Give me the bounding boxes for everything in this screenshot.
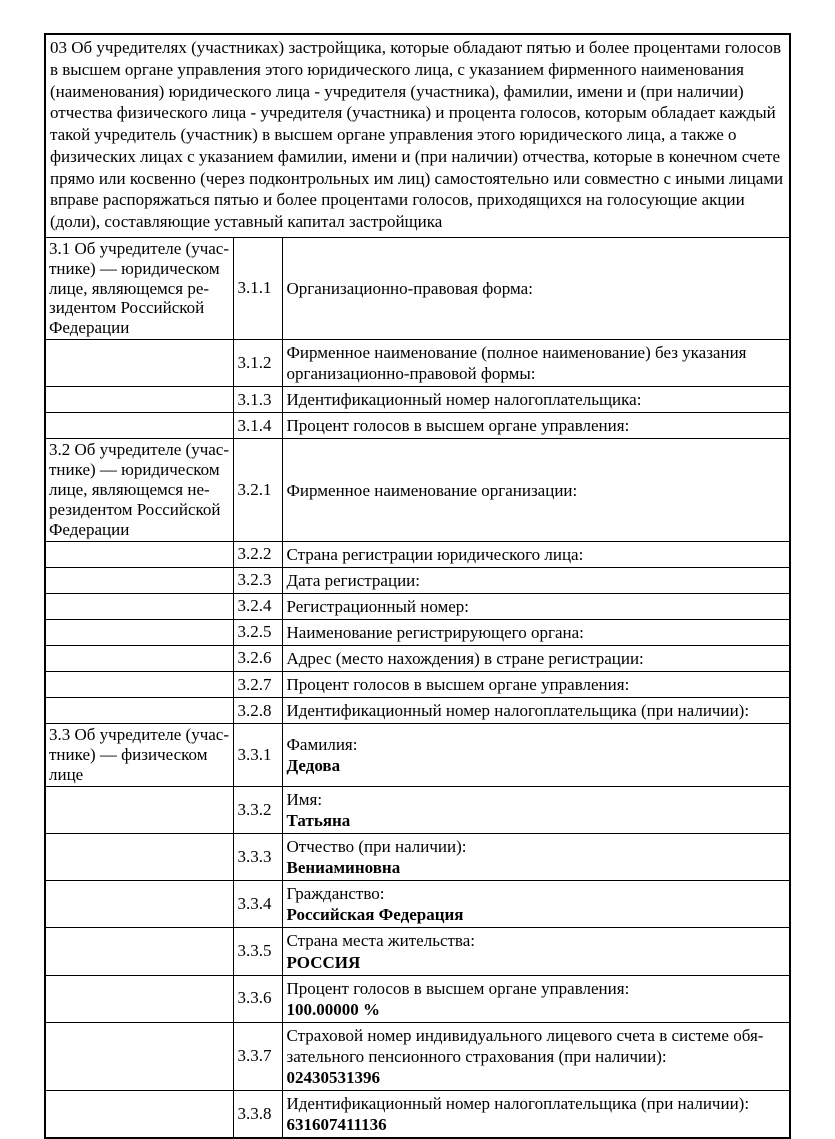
table-row [45, 834, 790, 881]
row-number: 3.2.5 [233, 620, 282, 646]
row-content-cell [282, 541, 790, 567]
row-number: 3.2.8 [233, 698, 282, 724]
section-empty-cell [45, 975, 233, 1022]
row-label: Гражданство: [286, 884, 385, 904]
section-03-header-text: 03 Об учредителях (участниках) застройщика, которые обладают пятью и более процентами голосов в высшем органе управления этого юридического лица, с указанием фирменного наименования (наименования) юридического лица - учредителя (участника), фамилии, имени и (при наличии) отчества физического лица - учредителя (участника) и процента голосов, которым обладает каждый такой учредитель (участник) в высшем органе управления этого юридического лица, а также о физических лицах с указанием фамилии, имени и (при наличии) отчества, которые в конечном счете прямо или косвенно (через подконтрольных им лиц) самостоятельно или совместно с иными лицами вправе распоряжаться пятью и более процентами голосов, приходящихся на голосующие акции (доли), составляющие уставный капитал застройщика [45, 34, 790, 237]
row-label: Процент голосов в высшем органе управления: [286, 416, 630, 436]
row-number: 3.1.1 [233, 237, 282, 339]
section-empty-cell [45, 1022, 233, 1090]
row-content-cell [282, 1091, 790, 1139]
section-empty-cell [45, 541, 233, 567]
section-empty-cell [45, 1091, 233, 1139]
row-number: 3.2.4 [233, 593, 282, 619]
section-empty-cell [45, 593, 233, 619]
row-label: Фирменное наименование (полное наименование) без указания организационно-правовой формы: [286, 343, 747, 384]
section-empty-cell [45, 928, 233, 975]
table-row [45, 1091, 790, 1139]
table-row [45, 413, 790, 439]
row-content-cell [282, 387, 790, 413]
row-content-cell [282, 834, 790, 881]
row-value: РОССИЯ [286, 952, 361, 972]
row-label: Фирменное наименование организации: [286, 480, 578, 500]
table-row [45, 541, 790, 567]
row-content-cell [282, 413, 790, 439]
row-number: 3.3.7 [233, 1022, 282, 1090]
section-empty-cell [45, 786, 233, 833]
section-empty-cell [45, 567, 233, 593]
table-row [45, 567, 790, 593]
row-label: Имя: [286, 789, 323, 809]
row-content-cell [282, 237, 790, 339]
row-content-cell [282, 439, 790, 541]
table-row [45, 646, 790, 672]
row-content-cell [282, 786, 790, 833]
section-empty-cell [45, 881, 233, 928]
row-content-cell [282, 620, 790, 646]
row-label: Фамилия: [286, 735, 358, 755]
table-row [45, 724, 790, 787]
section-empty-cell [45, 646, 233, 672]
row-value: Татьяна [286, 811, 351, 831]
table-row [45, 786, 790, 833]
row-value: 02430531396 [286, 1067, 380, 1087]
table-row [45, 881, 790, 928]
row-value: Российская Федерация [286, 905, 464, 925]
row-label: Организационно-правовая форма: [286, 278, 533, 298]
row-label: Процент голосов в высшем органе управления: [286, 978, 630, 998]
row-number: 3.3.4 [233, 881, 282, 928]
row-label: Идентификационный номер налогоплательщика (при наличии): [286, 701, 750, 721]
table-header-row [45, 34, 790, 237]
table-row [45, 387, 790, 413]
row-number: 3.2.6 [233, 646, 282, 672]
row-label: Страховой номер индивидуального лицевого счета в системе обязательного пенсионного страхования (при наличии): [286, 1025, 764, 1066]
table-row [45, 593, 790, 619]
row-label: Дата регистрации: [286, 570, 420, 590]
row-number: 3.3.1 [233, 724, 282, 787]
row-number: 3.2.7 [233, 672, 282, 698]
table-row [45, 975, 790, 1022]
row-content-cell [282, 646, 790, 672]
section-title-cell: 3.1 Об учредителе (участнике) — юридическом лице, являющемся резидентом Российской Федерации [45, 237, 233, 339]
row-number: 3.1.2 [233, 340, 282, 387]
row-number: 3.3.5 [233, 928, 282, 975]
section-empty-cell [45, 834, 233, 881]
table-row [45, 439, 790, 541]
row-number: 3.2.1 [233, 439, 282, 541]
section-empty-cell [45, 698, 233, 724]
row-value: 100.00000 % [286, 999, 380, 1019]
row-label: Идентификационный номер налогоплательщика (при наличии): [286, 1094, 750, 1113]
section-title-cell: 3.3 Об учредителе (участнике) — физическом лице [45, 724, 233, 787]
row-number: 3.1.4 [233, 413, 282, 439]
row-content-cell [282, 724, 790, 787]
table-row [45, 928, 790, 975]
section-empty-cell [45, 672, 233, 698]
table-row [45, 620, 790, 646]
row-number: 3.3.2 [233, 786, 282, 833]
row-number: 3.3.8 [233, 1091, 282, 1139]
row-label: Адрес (место нахождения) в стране регистрации: [286, 649, 644, 669]
row-label: Регистрационный номер: [286, 596, 470, 616]
row-content-cell [282, 593, 790, 619]
row-value: 631607411136 [286, 1115, 387, 1135]
row-value: Вениаминовна [286, 858, 401, 878]
section-empty-cell [45, 340, 233, 387]
row-content-cell [282, 881, 790, 928]
section-empty-cell [45, 620, 233, 646]
row-label: Отчество (при наличии): [286, 837, 467, 857]
row-content-cell [282, 1022, 790, 1090]
row-content-cell [282, 340, 790, 387]
row-content-cell [282, 567, 790, 593]
row-content-cell [282, 975, 790, 1022]
row-content-cell [282, 698, 790, 724]
section-title-cell: 3.2 Об учредителе (участнике) — юридическом лице, являющемся нерезидентом Российской Федерации [45, 439, 233, 541]
table-row [45, 698, 790, 724]
row-label: Страна регистрации юридического лица: [286, 544, 584, 564]
row-label: Страна места жительства: [286, 931, 475, 951]
row-value: Дедова [286, 756, 341, 776]
row-number: 3.3.6 [233, 975, 282, 1022]
row-number: 3.2.2 [233, 541, 282, 567]
row-number: 3.3.3 [233, 834, 282, 881]
row-label: Наименование регистрирующего органа: [286, 623, 584, 643]
table-row [45, 340, 790, 387]
row-label: Идентификационный номер налогоплательщика: [286, 390, 642, 410]
row-label: Процент голосов в высшем органе управления: [286, 675, 630, 695]
table-row [45, 237, 790, 339]
row-content-cell [282, 672, 790, 698]
section-empty-cell [45, 413, 233, 439]
founders-table [44, 33, 791, 1139]
section-empty-cell [45, 387, 233, 413]
row-number: 3.2.3 [233, 567, 282, 593]
row-number: 3.1.3 [233, 387, 282, 413]
row-content-cell [282, 928, 790, 975]
table-row [45, 672, 790, 698]
table-row [45, 1022, 790, 1090]
